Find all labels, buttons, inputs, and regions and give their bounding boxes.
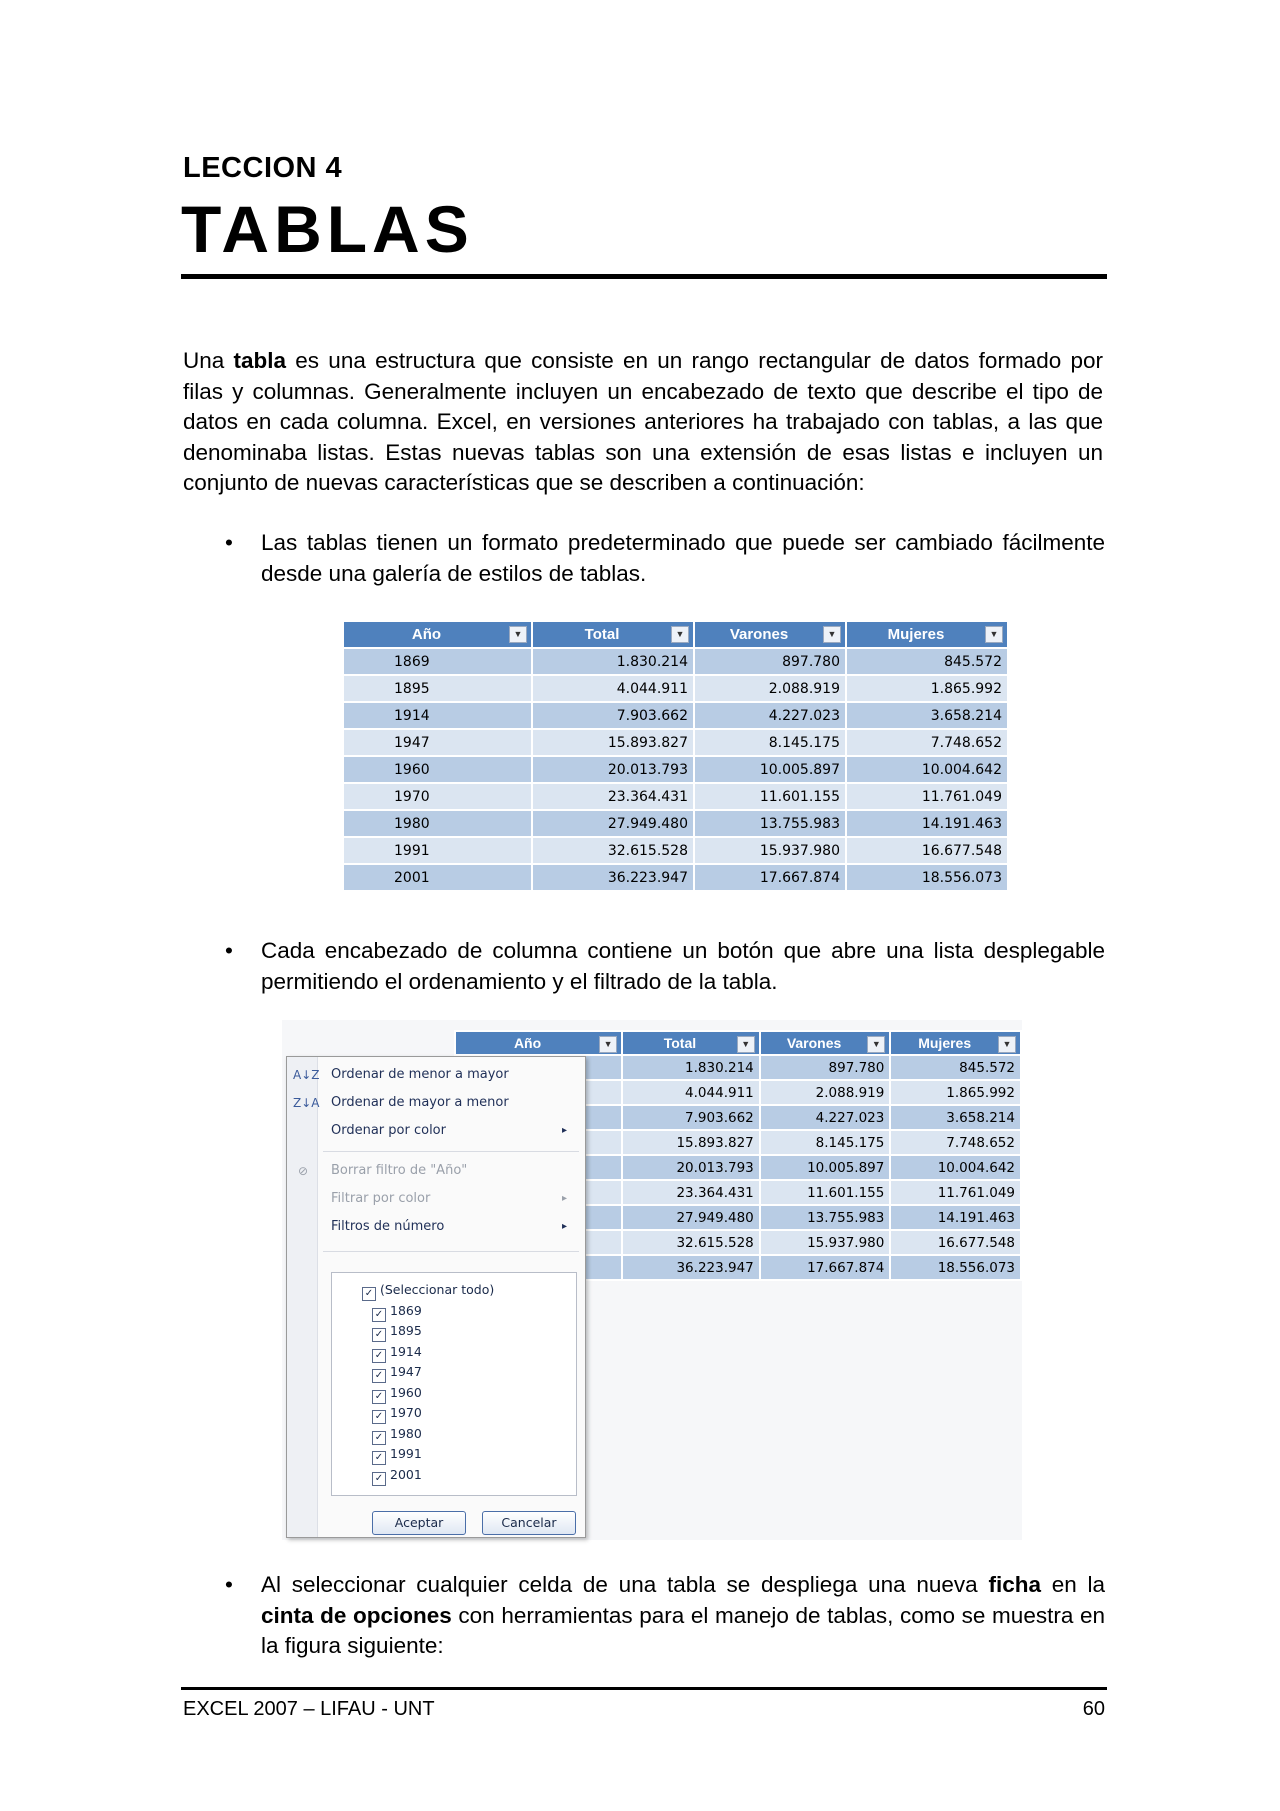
page-title: TABLAS: [181, 192, 474, 266]
checklist-item[interactable]: [372, 1361, 422, 1382]
table-row: [344, 757, 1007, 782]
menu-item-label: Filtros de número: [331, 1219, 445, 1234]
menu-item-label: Borrar filtro de "Año": [331, 1163, 468, 1178]
table-row: [344, 730, 1007, 755]
submenu-arrow-icon: ▸: [561, 1221, 567, 1232]
table-row: [344, 811, 1007, 836]
cell-men[interactable]: 15.937.980: [761, 1231, 890, 1254]
cell-women[interactable]: 1.865.992: [891, 1081, 1020, 1104]
cell-men[interactable]: 17.667.874: [761, 1256, 890, 1279]
cell-year[interactable]: 2001: [344, 865, 531, 890]
clear-filter-icon: ⊘: [297, 1164, 309, 1178]
cell-women[interactable]: 11.761.049: [847, 784, 1007, 809]
menu-item-label: Ordenar de mayor a menor: [331, 1095, 509, 1110]
checkbox-checked-icon[interactable]: ✓: [372, 1349, 386, 1363]
bullet-bold-term: cinta de opciones: [261, 1602, 452, 1628]
header-label: Año: [513, 1035, 542, 1051]
cell-men[interactable]: 2.088.919: [761, 1081, 890, 1104]
checklist-item[interactable]: [372, 1300, 422, 1321]
checklist-item[interactable]: [372, 1443, 422, 1464]
cell-women[interactable]: 1.865.992: [847, 676, 1007, 701]
cell-women[interactable]: 18.556.073: [891, 1256, 1020, 1279]
header-label: Mujeres: [887, 626, 945, 643]
sort-descending-icon: Z↓A: [293, 1096, 320, 1110]
checkbox-checked-icon[interactable]: ✓: [372, 1410, 386, 1424]
table-body: [344, 649, 1007, 890]
header-women[interactable]: [847, 622, 1007, 647]
bullet-text: Las tablas tienen un formato predeterminado que puede ser cambiado fácilmente desde una galería de estilos de tablas.: [261, 530, 1105, 586]
cell-women[interactable]: 7.748.652: [847, 730, 1007, 755]
intro-paragraph: [183, 346, 1103, 499]
menu-item-label: Filtrar por color: [331, 1191, 431, 1206]
lesson-label: LECCION 4: [183, 152, 343, 184]
cell-year[interactable]: 1869: [344, 649, 531, 674]
header-label: Total: [584, 626, 620, 643]
sort-ascending-icon: A↓Z: [293, 1068, 320, 1082]
cell-total[interactable]: 4.044.911: [623, 1081, 759, 1104]
table-row: [344, 676, 1007, 701]
cell-men[interactable]: 8.145.175: [695, 730, 845, 755]
checkbox-checked-icon[interactable]: ✓: [372, 1369, 386, 1383]
cell-women[interactable]: 14.191.463: [891, 1206, 1020, 1229]
header-year[interactable]: [344, 622, 531, 647]
cell-total[interactable]: 23.364.431: [623, 1181, 759, 1204]
checklist-item[interactable]: [362, 1279, 494, 1300]
checklist-label: 1980: [390, 1425, 422, 1441]
dropdown-arrow-icon[interactable]: ▼: [998, 1036, 1016, 1053]
accept-button[interactable]: Aceptar: [372, 1511, 466, 1535]
cell-total[interactable]: 23.364.431: [533, 784, 693, 809]
checklist-label: 1869: [390, 1302, 422, 1318]
menu-separator: [323, 1151, 579, 1152]
bullet-bold-term: ficha: [988, 1572, 1041, 1597]
header-label: Mujeres: [918, 1035, 972, 1051]
menu-item-sort-descending[interactable]: [331, 1091, 575, 1115]
cell-men[interactable]: 13.755.983: [761, 1206, 890, 1229]
header-label: Año: [411, 626, 442, 643]
cell-total[interactable]: 7.903.662: [623, 1106, 759, 1129]
menu-item-label: Ordenar por color: [331, 1123, 446, 1138]
cell-women[interactable]: 18.556.073: [847, 865, 1007, 890]
footer-course: EXCEL 2007 – LIFAU - UNT: [183, 1698, 435, 1720]
bullet-symbol: •: [225, 938, 233, 963]
checklist-label: 1914: [390, 1343, 422, 1359]
menu-item-label: Ordenar de menor a mayor: [331, 1067, 509, 1082]
cell-women[interactable]: 3.658.214: [891, 1106, 1020, 1129]
submenu-arrow-icon: ▸: [561, 1125, 567, 1136]
table-row: [344, 784, 1007, 809]
cell-year[interactable]: 1980: [344, 811, 531, 836]
value-checklist: [331, 1272, 577, 1496]
cell-year[interactable]: 1895: [344, 676, 531, 701]
header-label: Total: [663, 1035, 697, 1051]
cell-total[interactable]: 36.223.947: [533, 865, 693, 890]
checklist-label: 1895: [390, 1323, 422, 1338]
cell-total[interactable]: 15.893.827: [533, 730, 693, 755]
checklist-item[interactable]: [372, 1423, 422, 1444]
checkbox-checked-icon[interactable]: ✓: [372, 1328, 386, 1342]
cancel-button[interactable]: Cancelar: [482, 1511, 576, 1535]
dropdown-arrow-icon[interactable]: ▼: [509, 626, 527, 643]
styled-table: [342, 620, 1009, 892]
cell-total[interactable]: 27.949.480: [623, 1206, 759, 1229]
dropdown-arrow-icon[interactable]: ▼: [737, 1036, 755, 1053]
table-row: [344, 838, 1007, 863]
dropdown-arrow-icon[interactable]: ▼: [985, 626, 1003, 643]
cell-men[interactable]: 897.780: [761, 1056, 890, 1079]
cell-year[interactable]: 1960: [344, 757, 531, 782]
page-number: 60: [1082, 1698, 1105, 1720]
cell-men[interactable]: 10.005.897: [761, 1156, 890, 1179]
cell-women[interactable]: 845.572: [847, 649, 1007, 674]
cell-total[interactable]: 20.013.793: [623, 1156, 759, 1179]
cell-women[interactable]: 3.658.214: [847, 703, 1007, 728]
menu-item-filter-by-color: [331, 1187, 575, 1211]
checklist-label: 1991: [390, 1446, 422, 1461]
checklist-item[interactable]: [372, 1464, 422, 1485]
menu-item-sort-ascending[interactable]: [331, 1063, 575, 1087]
cell-men[interactable]: 4.227.023: [695, 703, 845, 728]
checklist-item[interactable]: [372, 1341, 422, 1362]
cell-total[interactable]: 4.044.911: [533, 676, 693, 701]
header-label: Varones: [729, 626, 789, 643]
title-divider: [181, 274, 1107, 279]
menu-separator: [323, 1251, 579, 1252]
filter-screenshot: [282, 1020, 1022, 1540]
cell-women[interactable]: 10.004.642: [847, 757, 1007, 782]
header-total[interactable]: [623, 1032, 759, 1054]
dropdown-arrow-icon[interactable]: ▼: [867, 1036, 885, 1053]
menu-item-number-filters[interactable]: [331, 1215, 575, 1239]
bullet-text: Cada encabezado de columna contiene un botón que abre una lista desplegable permitiendo el ordenamiento y el filtrado de la tabla.: [261, 938, 1105, 994]
checkbox-checked-icon[interactable]: ✓: [362, 1287, 376, 1301]
cell-total[interactable]: 32.615.528: [533, 838, 693, 863]
cell-men[interactable]: 10.005.897: [695, 757, 845, 782]
checkbox-checked-icon[interactable]: ✓: [372, 1390, 386, 1404]
dropdown-arrow-icon[interactable]: ▼: [599, 1036, 617, 1053]
cell-men[interactable]: 11.601.155: [695, 784, 845, 809]
table-header-row: [344, 622, 1007, 647]
cell-women[interactable]: 10.004.642: [891, 1156, 1020, 1179]
intro-post: es una estructura que consiste en un rango rectangular de datos formado por filas y columnas. Generalmente incluyen un encabezado de texto que describe el tipo de datos en cada columna. Excel, en versiones anteriores ha trabajado con tablas, a las que denominaba listas. Estas nuevas tablas son una extensión de esas listas e incluyen un conjunto de nuevas características que se describen a continuación:: [183, 348, 1103, 495]
header-women[interactable]: [891, 1032, 1020, 1054]
bullet-text: [261, 1570, 1105, 1662]
footer-divider: [181, 1687, 1107, 1690]
cell-total[interactable]: 27.949.480: [533, 811, 693, 836]
table-header-row: [456, 1032, 1020, 1054]
cell-men[interactable]: 17.667.874: [695, 865, 845, 890]
checklist-label: 1947: [390, 1364, 422, 1379]
cell-year[interactable]: 1947: [344, 730, 531, 755]
checklist-label: 1970: [390, 1405, 422, 1420]
submenu-arrow-icon: ▸: [561, 1193, 567, 1204]
header-label: Varones: [786, 1035, 842, 1051]
cell-total[interactable]: 7.903.662: [533, 703, 693, 728]
cell-total[interactable]: 20.013.793: [533, 757, 693, 782]
cell-women[interactable]: 16.677.548: [847, 838, 1007, 863]
checkbox-checked-icon[interactable]: ✓: [372, 1472, 386, 1486]
intro-pre: Una: [183, 348, 234, 373]
checklist-item[interactable]: [372, 1320, 422, 1341]
cell-women[interactable]: 11.761.049: [891, 1181, 1020, 1204]
checklist-label: 2001: [390, 1466, 422, 1482]
cell-women[interactable]: 845.572: [891, 1056, 1020, 1079]
intro-bold-term: tabla: [233, 348, 287, 373]
bullet-text-part: Al seleccionar cualquier celda de una tabla se despliega una nueva: [261, 1572, 989, 1597]
bullet-symbol: •: [225, 1572, 233, 1597]
cell-men[interactable]: 897.780: [695, 649, 845, 674]
checklist-item[interactable]: [372, 1402, 422, 1423]
header-year[interactable]: [456, 1032, 621, 1054]
header-men[interactable]: [761, 1032, 890, 1054]
cell-total[interactable]: 36.223.947: [623, 1256, 759, 1279]
dropdown-arrow-icon[interactable]: ▼: [671, 626, 689, 643]
cell-total[interactable]: 1.830.214: [533, 649, 693, 674]
menu-item-clear-filter: [331, 1159, 575, 1183]
cell-year[interactable]: 1914: [344, 703, 531, 728]
checkbox-checked-icon[interactable]: ✓: [372, 1308, 386, 1322]
cell-men[interactable]: 4.227.023: [761, 1106, 890, 1129]
cell-women[interactable]: 7.748.652: [891, 1131, 1020, 1154]
cell-year[interactable]: 1970: [344, 784, 531, 809]
checkbox-checked-icon[interactable]: ✓: [372, 1451, 386, 1465]
menu-icon-gutter: [287, 1057, 318, 1537]
cell-year[interactable]: 1991: [344, 838, 531, 863]
cell-total[interactable]: 15.893.827: [623, 1131, 759, 1154]
table-row: [344, 649, 1007, 674]
cell-men[interactable]: 8.145.175: [761, 1131, 890, 1154]
checkbox-checked-icon[interactable]: ✓: [372, 1431, 386, 1445]
dropdown-arrow-icon[interactable]: ▼: [823, 626, 841, 643]
cell-men[interactable]: 15.937.980: [695, 838, 845, 863]
filter-dropdown-menu: [286, 1056, 586, 1538]
table-row: [344, 703, 1007, 728]
cell-total[interactable]: 32.615.528: [623, 1231, 759, 1254]
checklist-item[interactable]: [372, 1382, 422, 1403]
bullet-text-part: en la: [1040, 1572, 1106, 1597]
cell-men[interactable]: 2.088.919: [695, 676, 845, 701]
table-row: [344, 865, 1007, 890]
cell-women[interactable]: 16.677.548: [891, 1231, 1020, 1254]
header-men[interactable]: [695, 622, 845, 647]
menu-item-sort-by-color[interactable]: [331, 1119, 575, 1143]
cell-women[interactable]: 14.191.463: [847, 811, 1007, 836]
cell-men[interactable]: 11.601.155: [761, 1181, 890, 1204]
cell-men[interactable]: 13.755.983: [695, 811, 845, 836]
bullet-symbol: •: [225, 530, 233, 555]
header-total[interactable]: [533, 622, 693, 647]
checklist-label: 1960: [390, 1384, 422, 1400]
checklist-label: (Seleccionar todo): [380, 1282, 495, 1297]
cell-total[interactable]: 1.830.214: [623, 1056, 759, 1079]
bullet-text-part: con herramientas para el manejo de tablas, como se muestra en la figura siguiente:: [261, 1602, 1105, 1658]
